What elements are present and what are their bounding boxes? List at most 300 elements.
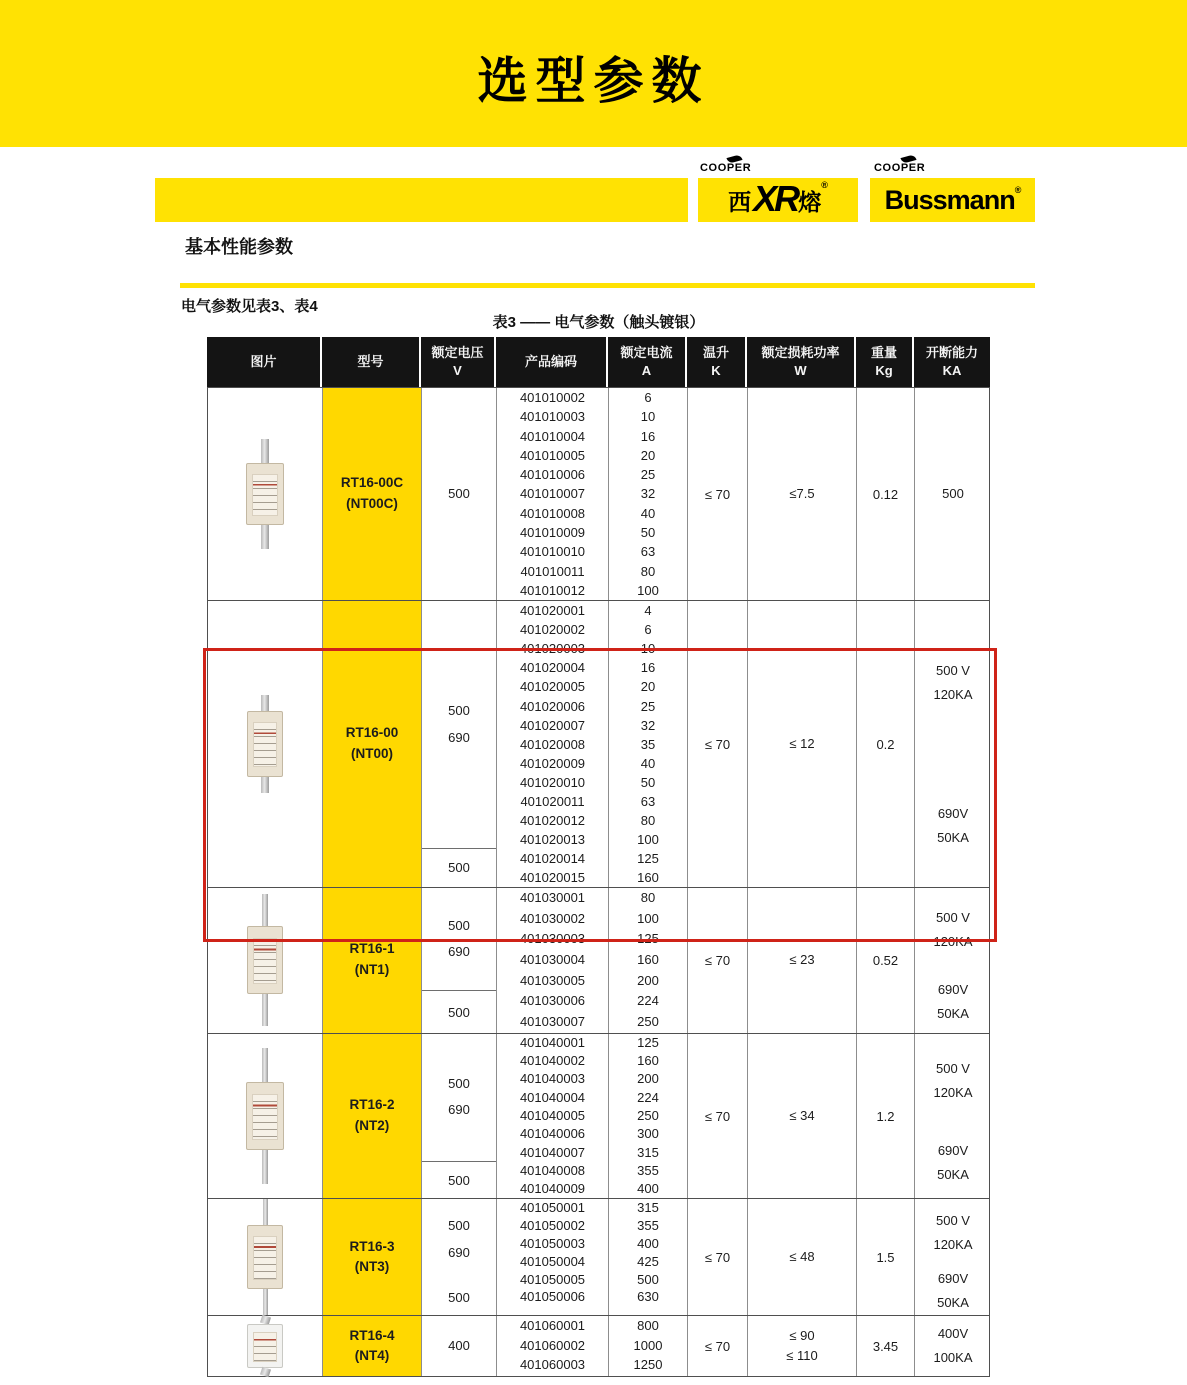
voltage-cell bbox=[422, 601, 497, 887]
fuse-bottom-blade bbox=[261, 777, 269, 793]
header-label: 型号 bbox=[357, 354, 384, 370]
table-header bbox=[207, 337, 990, 387]
product-code: 401040004 bbox=[519, 1089, 586, 1105]
model-cell bbox=[323, 1034, 422, 1199]
current-cell bbox=[609, 601, 688, 887]
product-code: 401020009 bbox=[519, 755, 586, 771]
fuse-photo-nt2 bbox=[246, 1048, 284, 1184]
power-loss-cell bbox=[748, 1316, 857, 1376]
weight-cell: 1.5 bbox=[857, 1199, 915, 1315]
product-code: 401040006 bbox=[519, 1126, 586, 1142]
table-title: 表3 —— 电气参数（触头镀银） bbox=[492, 314, 705, 331]
product-code: 401020013 bbox=[519, 831, 586, 847]
fuse-bottom-blade bbox=[262, 994, 268, 1026]
product-code: 401050001 bbox=[519, 1200, 586, 1216]
voltage-value: 690 bbox=[448, 729, 470, 745]
product-code: 401030004 bbox=[519, 952, 586, 968]
fuse-bottom-blade bbox=[262, 1150, 268, 1184]
fuse-top-blade bbox=[263, 1199, 268, 1225]
voltage-cell bbox=[422, 888, 497, 1033]
image-cell bbox=[208, 1199, 323, 1315]
breaking-capacity-group bbox=[915, 766, 991, 887]
model-alt-name: (NT00C) bbox=[346, 496, 398, 512]
xr-logo-right-char: 熔 bbox=[798, 188, 822, 215]
product-code: 401020012 bbox=[519, 812, 586, 828]
product-code: 401030001 bbox=[519, 889, 586, 905]
weight-cell: 1.2 bbox=[857, 1034, 915, 1199]
header-cell bbox=[914, 337, 990, 387]
header-unit: K bbox=[711, 363, 721, 378]
temp-rise-cell: ≤ 70 bbox=[688, 888, 748, 1033]
breaking-capacity-value: 50KA bbox=[937, 1294, 969, 1310]
header-cell bbox=[496, 337, 608, 387]
current-value: 1000 bbox=[633, 1337, 663, 1353]
model-cell bbox=[323, 1199, 422, 1315]
current-value: 16 bbox=[640, 660, 656, 676]
header-cell bbox=[856, 337, 914, 387]
current-value: 800 bbox=[637, 1318, 659, 1334]
image-cell bbox=[208, 1034, 323, 1199]
product-code: 401020011 bbox=[520, 793, 585, 809]
product-code: 401030006 bbox=[519, 993, 586, 1009]
breaking-capacity-value: 500 V bbox=[936, 1061, 970, 1077]
header-label: 产品编码 bbox=[524, 354, 577, 370]
header-cell bbox=[608, 337, 687, 387]
cooper-logo-text: COOPER bbox=[700, 162, 752, 174]
current-value: 10 bbox=[640, 409, 656, 425]
fuse-label bbox=[253, 938, 278, 984]
fuse-top-blade bbox=[262, 894, 268, 926]
voltage-top-group bbox=[422, 1199, 496, 1279]
current-value: 160 bbox=[637, 952, 659, 968]
voltage-cell bbox=[422, 1316, 497, 1376]
product-code-cell bbox=[497, 1034, 609, 1199]
current-value: 6 bbox=[644, 622, 652, 638]
power-loss-values bbox=[789, 1247, 814, 1268]
product-code: 401040002 bbox=[519, 1053, 586, 1069]
fuse-label bbox=[253, 1332, 278, 1361]
product-code: 401010009 bbox=[519, 525, 586, 541]
current-cell bbox=[609, 888, 688, 1033]
product-code: 401010010 bbox=[519, 544, 586, 560]
breaking-capacity-group bbox=[915, 1316, 991, 1376]
product-code: 401010005 bbox=[519, 447, 586, 463]
header-label: 开断能力 bbox=[925, 345, 978, 361]
current-value: 125 bbox=[637, 931, 659, 947]
fuse-body bbox=[247, 711, 283, 777]
header-unit: W bbox=[794, 363, 807, 378]
page-title: 选型参数 bbox=[477, 52, 710, 109]
registered-mark-icon: ® bbox=[1014, 184, 1021, 195]
breaking-capacity-value: 690V bbox=[937, 1143, 969, 1159]
breaking-capacity-cell bbox=[915, 1199, 991, 1315]
model-cell bbox=[323, 888, 422, 1033]
product-code: 401060003 bbox=[519, 1357, 586, 1373]
current-value: 80 bbox=[640, 563, 656, 579]
breaking-capacity-group bbox=[915, 1266, 991, 1315]
power-loss-cell bbox=[748, 888, 857, 1033]
current-value: 10 bbox=[640, 641, 656, 657]
power-loss-values bbox=[789, 734, 814, 755]
model-cell bbox=[323, 388, 422, 600]
power-loss-cell bbox=[748, 1199, 857, 1315]
image-cell bbox=[208, 1316, 323, 1376]
product-code: 401010003 bbox=[519, 409, 586, 425]
fuse-bottom-blade bbox=[259, 1367, 270, 1377]
voltage-cell bbox=[422, 1199, 497, 1315]
product-code: 401020005 bbox=[519, 679, 586, 695]
breaking-capacity-value: 120KA bbox=[933, 1236, 973, 1252]
product-code-cell bbox=[497, 601, 609, 887]
product-code-cell bbox=[497, 1199, 609, 1315]
current-value: 63 bbox=[640, 793, 656, 809]
voltage-bottom-group bbox=[422, 848, 496, 887]
product-code: 401050003 bbox=[519, 1236, 586, 1252]
product-code: 401020007 bbox=[519, 717, 586, 733]
header-unit: A bbox=[641, 363, 652, 378]
fuse-label bbox=[253, 1236, 278, 1279]
fuse-photo-nt00 bbox=[247, 695, 283, 793]
header-label: 温升 bbox=[702, 345, 729, 361]
power-loss-values bbox=[786, 1326, 817, 1368]
power-loss-values bbox=[789, 950, 814, 971]
header-label: 额定损耗功率 bbox=[761, 345, 840, 361]
voltage-value: 400 bbox=[448, 1338, 470, 1354]
current-value: 20 bbox=[640, 447, 656, 463]
current-value: 425 bbox=[637, 1253, 659, 1269]
current-value: 35 bbox=[640, 736, 656, 752]
current-value: 20 bbox=[640, 679, 656, 695]
xr-logo-left-char: 西 bbox=[728, 188, 752, 215]
current-value: 32 bbox=[640, 717, 656, 733]
power-loss-value: ≤ 34 bbox=[789, 1107, 815, 1123]
header-cell bbox=[207, 337, 322, 387]
header-label: 额定电压 bbox=[431, 345, 484, 361]
product-code: 401010008 bbox=[519, 505, 586, 521]
cooper-logo bbox=[700, 156, 751, 174]
model-cell bbox=[323, 1316, 422, 1376]
voltage-value: 500 bbox=[448, 485, 470, 501]
xr-rong-logo-text bbox=[728, 178, 828, 223]
breaking-capacity-cell bbox=[915, 1034, 991, 1199]
product-code: 401020003 bbox=[519, 641, 586, 657]
header-label: 重量 bbox=[870, 345, 897, 361]
breaking-capacity-cell bbox=[915, 601, 991, 887]
breaking-capacity-value: 100KA bbox=[933, 1350, 973, 1366]
table-body bbox=[207, 387, 990, 1377]
voltage-top-group bbox=[422, 388, 496, 600]
breaking-capacity-value: 120KA bbox=[933, 687, 973, 703]
voltage-value: 500 bbox=[448, 860, 470, 876]
registered-mark-icon: ® bbox=[821, 179, 828, 190]
image-cell bbox=[208, 888, 323, 1033]
breaking-capacity-value: 50KA bbox=[937, 830, 969, 846]
product-code-cell bbox=[497, 388, 609, 600]
product-code: 401050006 bbox=[519, 1289, 586, 1305]
current-value: 300 bbox=[637, 1126, 659, 1142]
brand-bar-strip bbox=[155, 178, 688, 222]
voltage-value: 500 bbox=[448, 1218, 470, 1234]
cooper-logo-text: COOPER bbox=[874, 162, 926, 174]
fuse-body bbox=[247, 1225, 283, 1289]
product-code: 401040003 bbox=[519, 1071, 586, 1087]
breaking-capacity-cell bbox=[915, 888, 991, 1033]
power-loss-value: ≤7.5 bbox=[789, 485, 815, 501]
product-code: 401020015 bbox=[519, 869, 586, 885]
product-code: 401020002 bbox=[519, 622, 586, 638]
bussmann-logo bbox=[870, 178, 1035, 222]
product-code: 401040001 bbox=[519, 1034, 586, 1050]
model-alt-name: (NT1) bbox=[354, 962, 390, 978]
breaking-capacity-value: 120KA bbox=[933, 1085, 973, 1101]
product-code: 401020001 bbox=[519, 603, 586, 619]
current-value: 1250 bbox=[633, 1357, 663, 1373]
current-value: 250 bbox=[637, 1014, 659, 1030]
current-value: 25 bbox=[640, 467, 656, 483]
weight-cell: 0.52 bbox=[857, 888, 915, 1033]
current-cell bbox=[609, 388, 688, 600]
current-value: 160 bbox=[637, 869, 659, 885]
model-name: RT16-00C bbox=[340, 475, 404, 491]
voltage-top-group bbox=[422, 601, 496, 848]
breaking-capacity-value: 120KA bbox=[933, 933, 973, 949]
product-code: 401010006 bbox=[519, 467, 586, 483]
breaking-capacity-value: 50KA bbox=[937, 1006, 969, 1021]
current-value: 80 bbox=[640, 889, 656, 905]
current-value: 100 bbox=[637, 582, 659, 598]
fuse-top-blade bbox=[261, 439, 269, 463]
product-code: 401040009 bbox=[519, 1181, 586, 1197]
yellow-divider-line bbox=[180, 283, 1035, 288]
cooper-logo bbox=[874, 156, 925, 174]
fuse-bottom-blade bbox=[261, 525, 269, 549]
xr-rong-logo bbox=[698, 178, 858, 222]
voltage-value: 500 bbox=[448, 1172, 470, 1188]
product-code: 401050005 bbox=[519, 1271, 586, 1287]
breaking-capacity-group bbox=[915, 971, 991, 1033]
breaking-capacity-value: 690V bbox=[937, 1270, 969, 1286]
product-code: 401010007 bbox=[519, 486, 586, 502]
current-value: 125 bbox=[637, 1034, 659, 1050]
breaking-capacity-value: 690V bbox=[937, 981, 969, 997]
weight-cell: 0.12 bbox=[857, 388, 915, 600]
product-code: 401020014 bbox=[519, 850, 586, 866]
fuse-label bbox=[252, 1094, 278, 1140]
breaking-capacity-group bbox=[915, 1199, 991, 1266]
product-code: 401040005 bbox=[519, 1107, 586, 1123]
model-name: RT16-3 bbox=[349, 1238, 395, 1254]
breaking-capacity-group bbox=[915, 1128, 991, 1198]
product-code: 401010002 bbox=[519, 390, 586, 405]
power-loss-value: ≤ 90 bbox=[789, 1327, 815, 1343]
current-value: 630 bbox=[637, 1289, 659, 1305]
power-loss-value: ≤ 23 bbox=[789, 951, 815, 967]
voltage-value: 690 bbox=[448, 944, 470, 960]
fuse-bottom-blade bbox=[263, 1289, 268, 1315]
current-value: 224 bbox=[637, 993, 659, 1009]
product-code: 401010011 bbox=[520, 563, 585, 579]
bussmann-wordmark: Bussmann bbox=[884, 184, 1015, 215]
breaking-capacity-value: 500 V bbox=[936, 909, 970, 925]
current-value: 355 bbox=[637, 1218, 659, 1234]
power-loss-value: ≤ 48 bbox=[789, 1249, 815, 1265]
page-banner bbox=[0, 0, 1187, 147]
current-value: 355 bbox=[637, 1162, 659, 1178]
breaking-capacity-value: 50KA bbox=[937, 1167, 969, 1183]
model-name: RT16-2 bbox=[349, 1097, 395, 1113]
product-code: 401040008 bbox=[519, 1162, 586, 1178]
current-value: 200 bbox=[637, 1071, 659, 1087]
weight-cell: 3.45 bbox=[857, 1316, 915, 1376]
weight-cell: 0.2 bbox=[857, 601, 915, 887]
current-value: 40 bbox=[640, 755, 656, 771]
product-code-cell bbox=[497, 1316, 609, 1376]
breaking-capacity-value: 500 V bbox=[936, 1212, 970, 1228]
breaking-capacity-group bbox=[915, 601, 991, 765]
product-section bbox=[208, 887, 989, 1033]
voltage-cell bbox=[422, 388, 497, 600]
product-section bbox=[208, 387, 989, 600]
fuse-photo-nt00c bbox=[246, 439, 284, 549]
voltage-cell bbox=[422, 1034, 497, 1199]
product-code: 401030002 bbox=[519, 910, 586, 926]
breaking-capacity-group bbox=[915, 1034, 991, 1129]
product-code: 401030007 bbox=[519, 1014, 586, 1030]
current-value: 4 bbox=[644, 603, 652, 619]
params-table bbox=[207, 337, 990, 1377]
section-heading: 基本性能参数 bbox=[185, 237, 293, 257]
product-section bbox=[208, 1315, 989, 1376]
product-code: 401040007 bbox=[519, 1144, 586, 1160]
model-name: RT16-4 bbox=[349, 1327, 395, 1343]
model-alt-name: (NT3) bbox=[354, 1259, 390, 1275]
product-code: 401020004 bbox=[519, 660, 586, 676]
current-value: 400 bbox=[637, 1236, 659, 1252]
fuse-body bbox=[247, 1324, 283, 1368]
fuse-top-blade bbox=[262, 1048, 268, 1082]
model-name: RT16-1 bbox=[349, 941, 395, 957]
xr-logo-latin: XR bbox=[753, 177, 798, 219]
fuse-label bbox=[253, 722, 278, 767]
fuse-body bbox=[247, 926, 283, 994]
voltage-bottom-group bbox=[422, 990, 496, 1032]
current-value: 25 bbox=[640, 698, 656, 714]
voltage-top-group bbox=[422, 888, 496, 990]
breaking-capacity-value: 500 V bbox=[936, 663, 970, 679]
current-value: 315 bbox=[637, 1200, 659, 1216]
temp-rise-cell: ≤ 70 bbox=[688, 1199, 748, 1315]
product-code: 401030005 bbox=[519, 972, 586, 988]
temp-rise-cell: ≤ 70 bbox=[688, 1316, 748, 1376]
header-unit: KA bbox=[942, 363, 962, 378]
current-value: 315 bbox=[637, 1144, 659, 1160]
product-code: 401030003 bbox=[519, 931, 586, 947]
model-alt-name: (NT4) bbox=[354, 1348, 390, 1364]
image-cell bbox=[208, 388, 323, 600]
breaking-capacity-value: 690V bbox=[937, 806, 969, 822]
current-value: 40 bbox=[640, 505, 656, 521]
product-code: 401020008 bbox=[519, 736, 586, 752]
current-value: 250 bbox=[637, 1107, 659, 1123]
model-cell bbox=[323, 601, 422, 887]
header-unit: Kg bbox=[875, 363, 893, 378]
product-code: 401010004 bbox=[519, 428, 586, 444]
fuse-body bbox=[246, 1082, 284, 1150]
image-cell bbox=[208, 601, 323, 887]
product-code: 401060002 bbox=[519, 1337, 586, 1353]
current-value: 100 bbox=[637, 831, 659, 847]
header-unit: V bbox=[453, 363, 462, 378]
header-cell bbox=[747, 337, 856, 387]
breaking-capacity-group bbox=[915, 388, 991, 600]
current-value: 100 bbox=[637, 910, 659, 926]
power-loss-value: ≤ 110 bbox=[786, 1348, 818, 1364]
fuse-photo-nt4 bbox=[247, 1316, 283, 1376]
header-cell bbox=[687, 337, 747, 387]
product-section bbox=[208, 600, 989, 887]
voltage-top-group bbox=[422, 1034, 496, 1161]
temp-rise-cell: ≤ 70 bbox=[688, 1034, 748, 1199]
product-code: 401020006 bbox=[519, 698, 586, 714]
product-code: 401010012 bbox=[519, 582, 586, 598]
current-value: 400 bbox=[637, 1181, 659, 1197]
product-code: 401050004 bbox=[519, 1253, 586, 1269]
current-value: 50 bbox=[640, 525, 656, 541]
header-label: 额定电流 bbox=[620, 345, 673, 361]
fuse-body bbox=[246, 463, 284, 525]
current-value: 6 bbox=[644, 390, 652, 405]
product-code-cell bbox=[497, 888, 609, 1033]
product-code: 401060001 bbox=[519, 1318, 586, 1334]
power-loss-cell bbox=[748, 388, 857, 600]
model-alt-name: (NT2) bbox=[354, 1118, 390, 1134]
voltage-value: 500 bbox=[448, 1075, 470, 1091]
power-loss-values bbox=[789, 484, 814, 505]
model-name: RT16-00 bbox=[345, 725, 399, 741]
voltage-value: 500 bbox=[448, 1004, 470, 1020]
current-value: 16 bbox=[640, 428, 656, 444]
fuse-photo-nt3 bbox=[247, 1199, 283, 1315]
voltage-value: 690 bbox=[448, 1102, 470, 1118]
voltage-value: 500 bbox=[448, 917, 470, 933]
header-cell bbox=[421, 337, 496, 387]
fuse-photo-nt1 bbox=[247, 894, 283, 1026]
voltage-bottom-group bbox=[422, 1161, 496, 1199]
voltage-top-group bbox=[422, 1316, 496, 1376]
power-loss-cell bbox=[748, 1034, 857, 1199]
bussmann-logo-text bbox=[885, 185, 1021, 216]
current-value: 32 bbox=[640, 486, 656, 502]
current-cell bbox=[609, 1316, 688, 1376]
breaking-capacity-value: 400V bbox=[937, 1326, 969, 1342]
current-value: 160 bbox=[637, 1053, 659, 1069]
current-value: 80 bbox=[640, 812, 656, 828]
power-loss-values bbox=[789, 1106, 814, 1127]
model-alt-name: (NT00) bbox=[350, 746, 393, 762]
breaking-capacity-cell bbox=[915, 1316, 991, 1376]
breaking-capacity-group bbox=[915, 888, 991, 971]
power-loss-cell bbox=[748, 601, 857, 887]
product-code: 401020010 bbox=[519, 774, 586, 790]
header-cell bbox=[322, 337, 421, 387]
voltage-value: 500 bbox=[448, 1290, 470, 1306]
fuse-top-blade bbox=[261, 695, 269, 711]
voltage-value: 500 bbox=[448, 702, 470, 718]
table-note: 电气参数见表3、表4 bbox=[181, 298, 318, 315]
current-value: 200 bbox=[637, 972, 659, 988]
fuse-label bbox=[252, 474, 278, 516]
voltage-bottom-group bbox=[422, 1280, 496, 1316]
